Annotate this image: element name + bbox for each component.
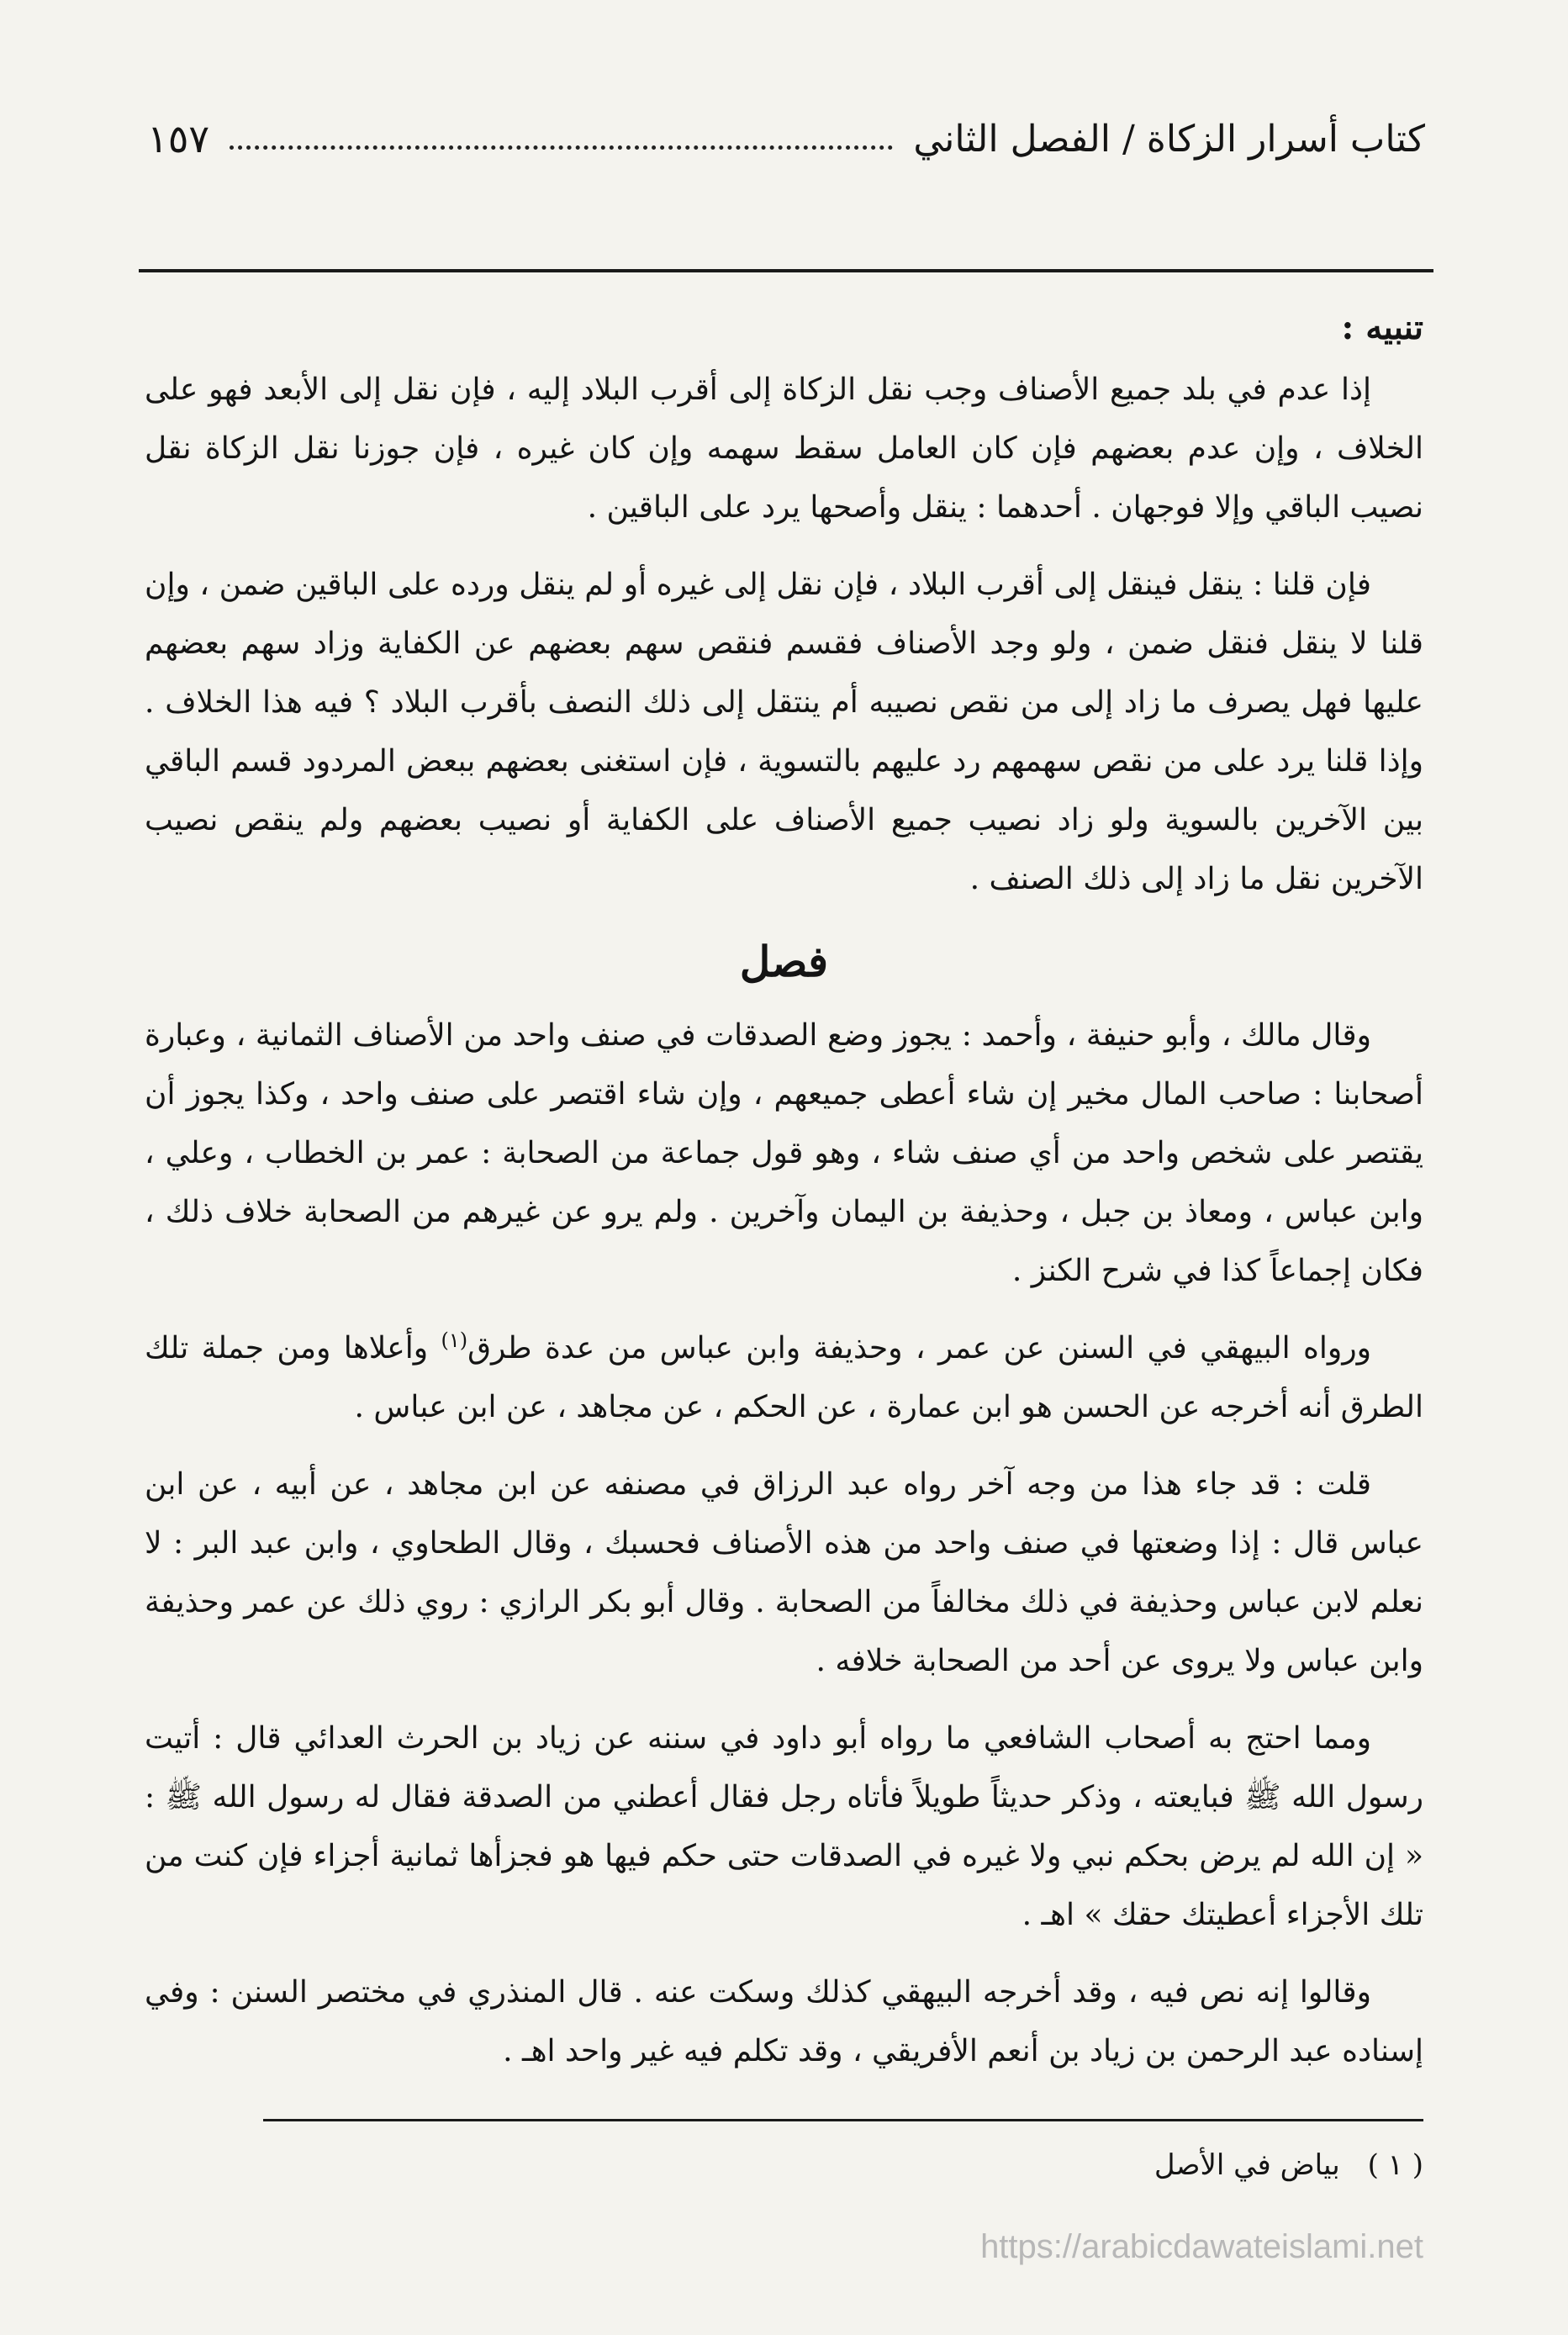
footnote-mark: ( ١ ) bbox=[1367, 2148, 1423, 2182]
paragraph-2-end: وأعلاها ومن جملة تلك الطرق أنه أخرجه عن الحسن هو ابن عمارة ، عن الحكم ، عن مجاهد ، عن ابن عباس . bbox=[145, 1331, 1423, 1424]
section-paragraph-2 bbox=[145, 1319, 1423, 1437]
section-paragraph-4: ومما احتج به أصحاب الشافعي ما رواه أبو داود في سننه عن زياد بن الحرث العدائي قال : أتيت رسول الله ﷺ فبايعته ، وذكر حديثاً طويلاً فأتاه رجل فقال أعطني من الصدقة فقال له رسول الله ﷺ : « إن الله لم يرض بحكم نبي ولا غيره في الصدقات حتى حكم فيها هو فجزأها ثمانية أجزاء فإن كنت من تلك الأجزاء أعطيتك حقك » اهـ . bbox=[145, 1721, 1423, 1932]
notice-paragraph-2: فإن قلنا : ينقل فينقل إلى أقرب البلاد ، فإن نقل إلى غيره أو لم ينقل ورده على الباقين ضمن ، وإن قلنا لا ينقل فنقل ضمن ، ولو وجد الأصناف فقسم فنقص سهم بعضهم عن الكفاية وزاد سهم بعضهم عليها فهل يصرف ما زاد إلى من نقص نصيبه أم ينتقل إلى ذلك النصف بأقرب البلاد ؟ فيه هذا الخلاف . وإذا قلنا يرد على من نقص سهمهم رد عليهم بالتسوية ، فإن استغنى بعضهم ببعض المردود قسم الباقي بين الآخرين بالسوية ولو زاد نصيب جميع الأصناف على الكفاية أو نصيب بعضهم ولم ينقص نصيب الآخرين نقل ما زاد إلى ذلك الصنف . bbox=[145, 568, 1423, 896]
section-paragraph-1: وقال مالك ، وأبو حنيفة ، وأحمد : يجوز وضع الصدقات في صنف واحد من الأصناف الثمانية ، وعبارة أصحابنا : صاحب المال مخير إن شاء أعطى جميعهم ، وإن شاء اقتصر على صنف واحد ، وكذا يجوز أن يقتصر على شخص واحد من أي صنف شاء ، وهو قول جماعة من الصحابة : عمر بن الخطاب ، وعلي ، وابن عباس ، ومعاذ بن جبل ، وحذيفة بن اليمان وآخرين . ولم يرو عن غيرهم من الصحابة خلاف ذلك ، فكان إجماعاً كذا في شرح الكنز . bbox=[145, 1018, 1423, 1288]
section-paragraph-5: وقالوا إنه نص فيه ، وقد أخرجه البيهقي كذلك وسكت عنه . قال المنذري في مختصر السنن : وفي إسناده عبد الرحمن بن زياد بن أنعم الأفريقي ، وقد تكلم فيه غير واحد اهـ . bbox=[145, 1975, 1423, 2068]
watermark-url: https://arabicdawateislami.net bbox=[980, 2228, 1423, 2265]
leader-dots bbox=[230, 145, 893, 150]
footnote-reference[interactable]: (١) bbox=[441, 1329, 468, 1352]
section-paragraph-3: قلت : قد جاء هذا من وجه آخر رواه عبد الرزاق في مصنفه عن ابن مجاهد ، عن أبيه ، عن ابن عباس قال : إذا وضعتها في صنف واحد من هذه الأصناف فحسبك ، وقال الطحاوي ، وابن عبد البر : لا نعلم لابن عباس وحذيفة في ذلك مخالفاً من الصحابة . وقال أبو بكر الرازي : روي ذلك عن عمر وحذيفة وابن عباس ولا يروى عن أحد من الصحابة خلافه . bbox=[145, 1467, 1423, 1678]
header-rule bbox=[139, 269, 1433, 272]
notice-heading: تنبيه : bbox=[1341, 308, 1423, 347]
footnote bbox=[504, 2140, 1423, 2190]
section-heading: فصل bbox=[739, 937, 829, 986]
running-title: كتاب أسرار الزكاة / الفصل الثاني bbox=[913, 117, 1425, 161]
running-header bbox=[147, 101, 1425, 177]
footnote-text: بياض في الأصل bbox=[1154, 2148, 1340, 2182]
page-number: ١٥٧ bbox=[147, 116, 210, 161]
notice-paragraph-1: إذا عدم في بلد جميع الأصناف وجب نقل الزكاة إلى أقرب البلاد إليه ، فإن نقل إلى الأبعد فهو على الخلاف ، وإن عدم بعضهم فإن كان العامل سقط سهمه وإن كان غيره ، فإن جوزنا نقل الزكاة نقل نصيب الباقي وإلا فوجهان . أحدهما : ينقل وأصحها يرد على الباقين . bbox=[145, 372, 1423, 525]
main-text bbox=[145, 298, 1423, 2100]
paragraph-2-start: ورواه البيهقي في السنن عن عمر ، وحذيفة وابن عباس من عدة طرق bbox=[467, 1331, 1371, 1366]
footnote-rule bbox=[263, 2119, 1423, 2121]
